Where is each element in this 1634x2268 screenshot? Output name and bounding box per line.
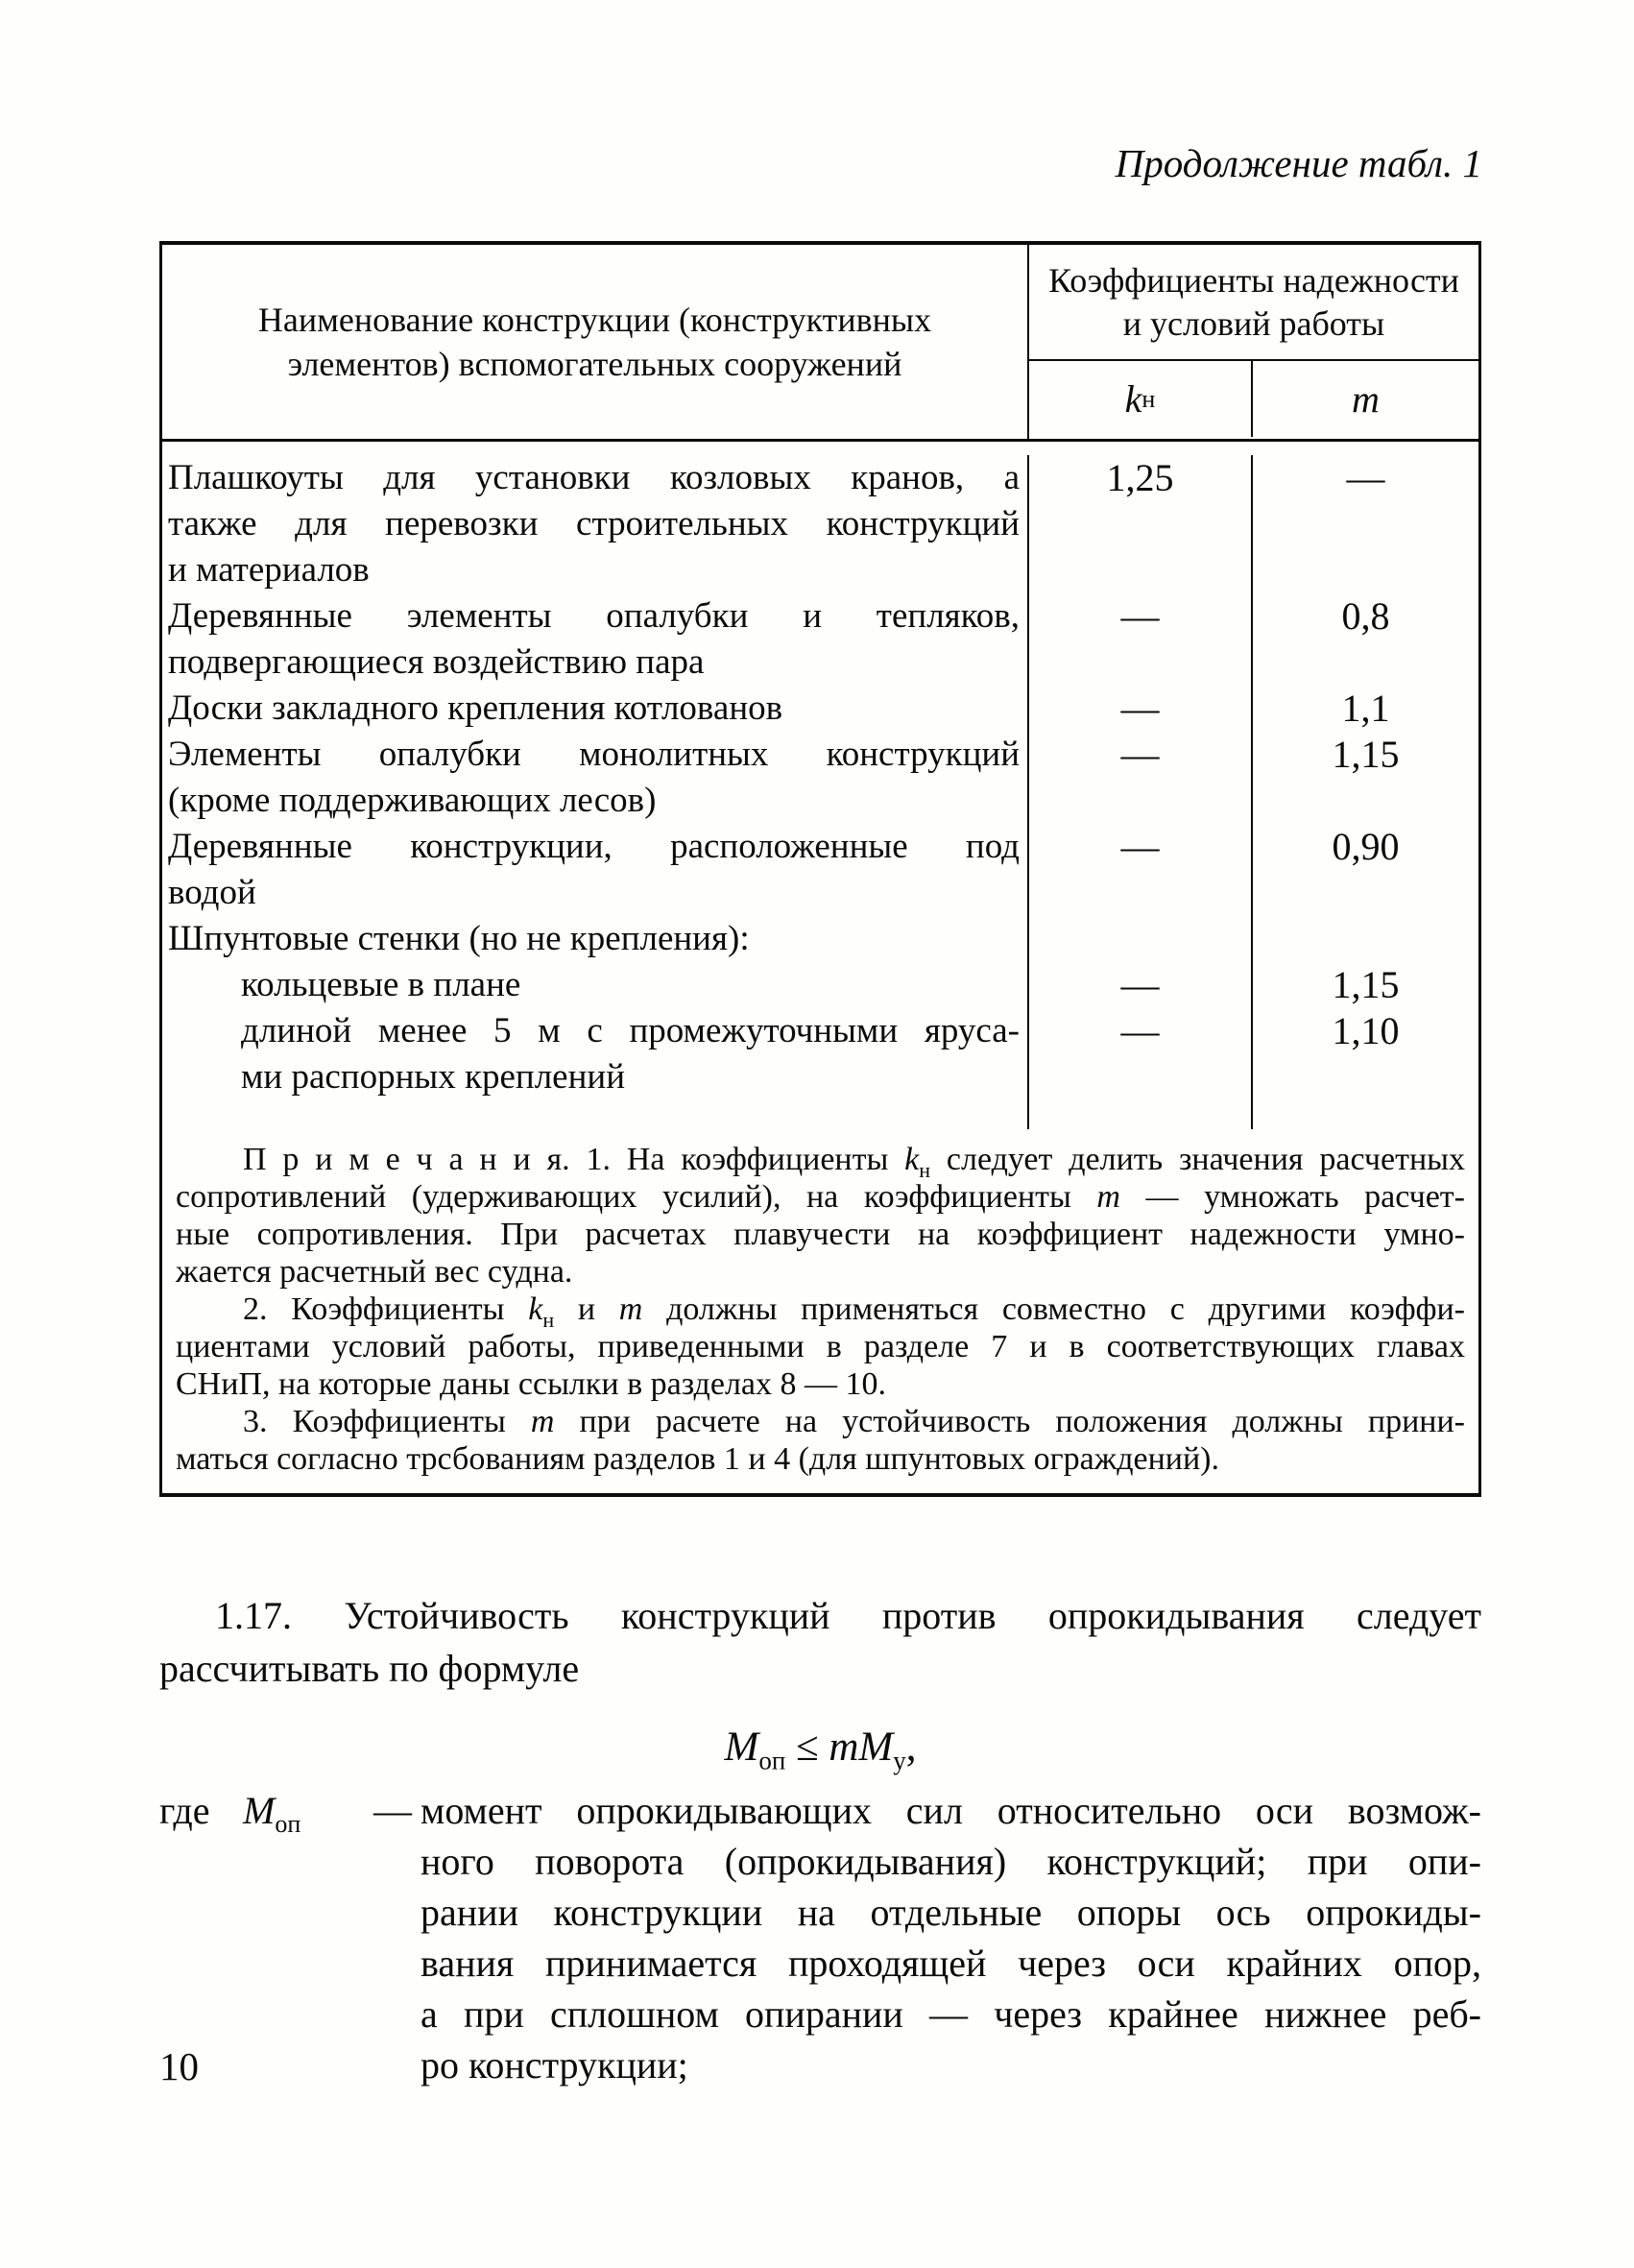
row-m-value: 0,90 bbox=[1332, 825, 1400, 868]
col-subheaders bbox=[1029, 361, 1478, 437]
row-kn-value: — bbox=[1029, 962, 1253, 1008]
formula-relation: ≤ bbox=[785, 1725, 829, 1770]
table-row bbox=[162, 962, 1478, 1008]
kn-subscript: н bbox=[919, 1157, 931, 1182]
row-name-line: также для перевозки строительных конструкций bbox=[168, 504, 1020, 543]
formula-rhs-symbol: mM bbox=[829, 1725, 894, 1770]
note-3-line: маться согласно трсбованиям разделов 1 и 4 (для шпунтовых ограждений). bbox=[176, 1441, 1220, 1477]
row-name-line: Деревянные элементы опалубки и тепляков, bbox=[168, 596, 1020, 636]
note-text: следует делить значения расчетных bbox=[930, 1142, 1465, 1177]
col-header-coefficients-line2: и условий работы bbox=[1122, 303, 1385, 343]
note-1-line: ные сопротивления. При расчетах плавучести на коэффициент надежности умно- bbox=[176, 1217, 1465, 1252]
table-row bbox=[162, 686, 1478, 732]
table-row bbox=[162, 455, 1478, 593]
note-1-line: жается расчетный вес судна. bbox=[176, 1254, 573, 1290]
note-text: и bbox=[554, 1291, 619, 1327]
row-name bbox=[162, 824, 1029, 916]
note-text: при расчете на устойчивость положения должны прини- bbox=[554, 1404, 1465, 1439]
row-kn-value: 1,25 bbox=[1029, 455, 1253, 593]
note-2-line: циентами условий работы, приведенными в разделе 7 и в соответствующих главах bbox=[176, 1329, 1465, 1364]
note-1-line bbox=[176, 1141, 1465, 1182]
note-text: П р и м е ч а н и я. 1. На коэффициенты bbox=[243, 1142, 905, 1177]
row-name bbox=[162, 916, 1029, 962]
kn-symbol: k bbox=[904, 1142, 920, 1177]
formula-rhs-subscript: у bbox=[893, 1746, 906, 1775]
note-text: должны применяться совместно с другими коэффи- bbox=[642, 1291, 1465, 1327]
note-3-line bbox=[176, 1403, 1465, 1440]
formula-tail: , bbox=[905, 1725, 917, 1770]
m-symbol: m bbox=[1096, 1179, 1120, 1215]
row-m-value: 1,15 bbox=[1332, 733, 1400, 776]
where-dash: — bbox=[373, 1789, 412, 1832]
where-description-line: а при сплошном опирании — через крайнее нижнее реб- bbox=[421, 1992, 1481, 2036]
table-header bbox=[162, 245, 1478, 442]
row-name-line: и материалов bbox=[168, 550, 370, 590]
row-name bbox=[162, 732, 1029, 824]
row-name-line: длиной менее 5 м с промежуточными яруса- bbox=[241, 1011, 1020, 1050]
table-notes bbox=[162, 1129, 1478, 1493]
row-name bbox=[162, 455, 1029, 593]
row-name-line: кольцевые в плане bbox=[241, 965, 521, 1004]
m-symbol: m bbox=[618, 1291, 643, 1327]
note-text: 2. Коэффициенты bbox=[243, 1291, 529, 1327]
col-header-m bbox=[1253, 361, 1478, 437]
note-text: сопротивлений (удерживающих усилий), на коэффициенты bbox=[176, 1179, 1097, 1215]
kn-symbol: k bbox=[1124, 377, 1142, 421]
m-symbol: m bbox=[1352, 377, 1380, 421]
where-description bbox=[421, 1785, 1481, 2090]
formula-legend bbox=[159, 1785, 1481, 2090]
row-name-line: подвергающиеся воздействию пара bbox=[168, 642, 705, 682]
where-description-line: момент опрокидывающих сил относительно оси возмож- bbox=[421, 1789, 1481, 1832]
row-name-line: Элементы опалубки монолитных конструкций bbox=[168, 735, 1020, 774]
row-kn-value: — bbox=[1029, 686, 1253, 732]
note-1-line bbox=[176, 1178, 1465, 1216]
where-symbol bbox=[243, 1785, 373, 2090]
row-name bbox=[162, 1008, 1029, 1100]
row-name-line: водой bbox=[168, 873, 256, 912]
row-name bbox=[162, 686, 1029, 732]
col-header-kn: k н bbox=[1029, 361, 1253, 437]
row-m-value: 0,8 bbox=[1341, 594, 1390, 638]
row-kn-value: — bbox=[1029, 824, 1253, 916]
where-description-line: рании конструкции на отдельные опоры ось опрокиды- bbox=[421, 1891, 1481, 1934]
row-m-value: 1,1 bbox=[1341, 687, 1390, 730]
table-row bbox=[162, 593, 1478, 686]
formula-lhs-subscript: оп bbox=[758, 1746, 786, 1775]
kn-subscript: н bbox=[542, 1307, 555, 1332]
col-header-name-line2: элементов) вспомогательных сооружений bbox=[287, 345, 902, 383]
table-continuation-heading: Продолжение табл. 1 bbox=[1115, 141, 1482, 185]
col-header-name bbox=[162, 245, 1029, 439]
note-2-line bbox=[176, 1291, 1465, 1332]
row-kn-value bbox=[1029, 1100, 1253, 1129]
note-2-line: СНиП, на которые даны ссылки в разделах 8 — 10. bbox=[176, 1366, 886, 1402]
row-kn-value bbox=[1029, 916, 1253, 962]
row-name bbox=[162, 593, 1029, 686]
moment-subscript: оп bbox=[275, 1810, 301, 1838]
col-header-coefficients-title bbox=[1029, 245, 1478, 361]
row-name bbox=[162, 1100, 1029, 1129]
table-row bbox=[162, 916, 1478, 962]
row-kn-value: — bbox=[1029, 593, 1253, 686]
row-m-value bbox=[1253, 1100, 1478, 1129]
col-header-name-line1: Наименование конструкции (конструктивных bbox=[257, 301, 932, 339]
table-row bbox=[162, 732, 1478, 824]
coefficients-table bbox=[159, 241, 1481, 1497]
table-body bbox=[162, 442, 1478, 1129]
m-symbol: m bbox=[530, 1404, 555, 1439]
table-row-spacer bbox=[162, 1100, 1478, 1129]
where-description-line: ного поворота (опрокидывания) конструкций; при опи- bbox=[421, 1840, 1481, 1883]
row-name-line: Доски закладного крепления котлованов bbox=[168, 688, 783, 728]
row-m-value bbox=[1253, 916, 1478, 962]
moment-symbol: M bbox=[243, 1789, 276, 1832]
section-1-17-paragraph bbox=[159, 1589, 1481, 1695]
col-header-coefficients bbox=[1029, 245, 1478, 439]
row-m-value: — bbox=[1346, 456, 1385, 499]
row-m-value: 1,10 bbox=[1332, 1009, 1400, 1052]
row-name-line: Плашкоуты для установки козловых кранов, а bbox=[168, 458, 1020, 497]
row-name-line: ми распорных креплений bbox=[241, 1057, 626, 1097]
row-m-value: 1,15 bbox=[1332, 963, 1400, 1006]
page-number: 10 bbox=[159, 2044, 199, 2088]
table-row bbox=[162, 824, 1478, 916]
formula-lhs-symbol: M bbox=[724, 1725, 759, 1770]
col-header-coefficients-line1: Коэффициенты надежности bbox=[1048, 260, 1459, 300]
table-row bbox=[162, 1008, 1478, 1100]
row-kn-value: — bbox=[1029, 732, 1253, 824]
note-text: — умножать расчет- bbox=[1119, 1179, 1465, 1215]
where-label: где bbox=[159, 1789, 210, 1832]
section-1-17-line1: 1.17. Устойчивость конструкций против опрокидывания следует bbox=[215, 1594, 1481, 1637]
row-name-line: (кроме поддерживающих лесов) bbox=[168, 781, 657, 820]
kn-symbol: k bbox=[528, 1291, 543, 1327]
section-1-17-line2: рассчитывать по формуле bbox=[159, 1647, 580, 1690]
where-description-line: ро конструкции; bbox=[421, 2043, 688, 2087]
note-text: 3. Коэффициенты bbox=[243, 1404, 531, 1439]
row-name-line: Деревянные конструкции, расположенные под bbox=[168, 827, 1020, 866]
row-kn-value: — bbox=[1029, 1008, 1253, 1100]
row-name bbox=[162, 962, 1029, 1008]
row-name-line: Шпунтовые стенки (но не крепления): bbox=[168, 919, 750, 958]
where-description-line: вания принимается проходящей через оси крайних опор, bbox=[421, 1942, 1481, 1985]
overturning-formula bbox=[159, 1720, 1481, 1775]
